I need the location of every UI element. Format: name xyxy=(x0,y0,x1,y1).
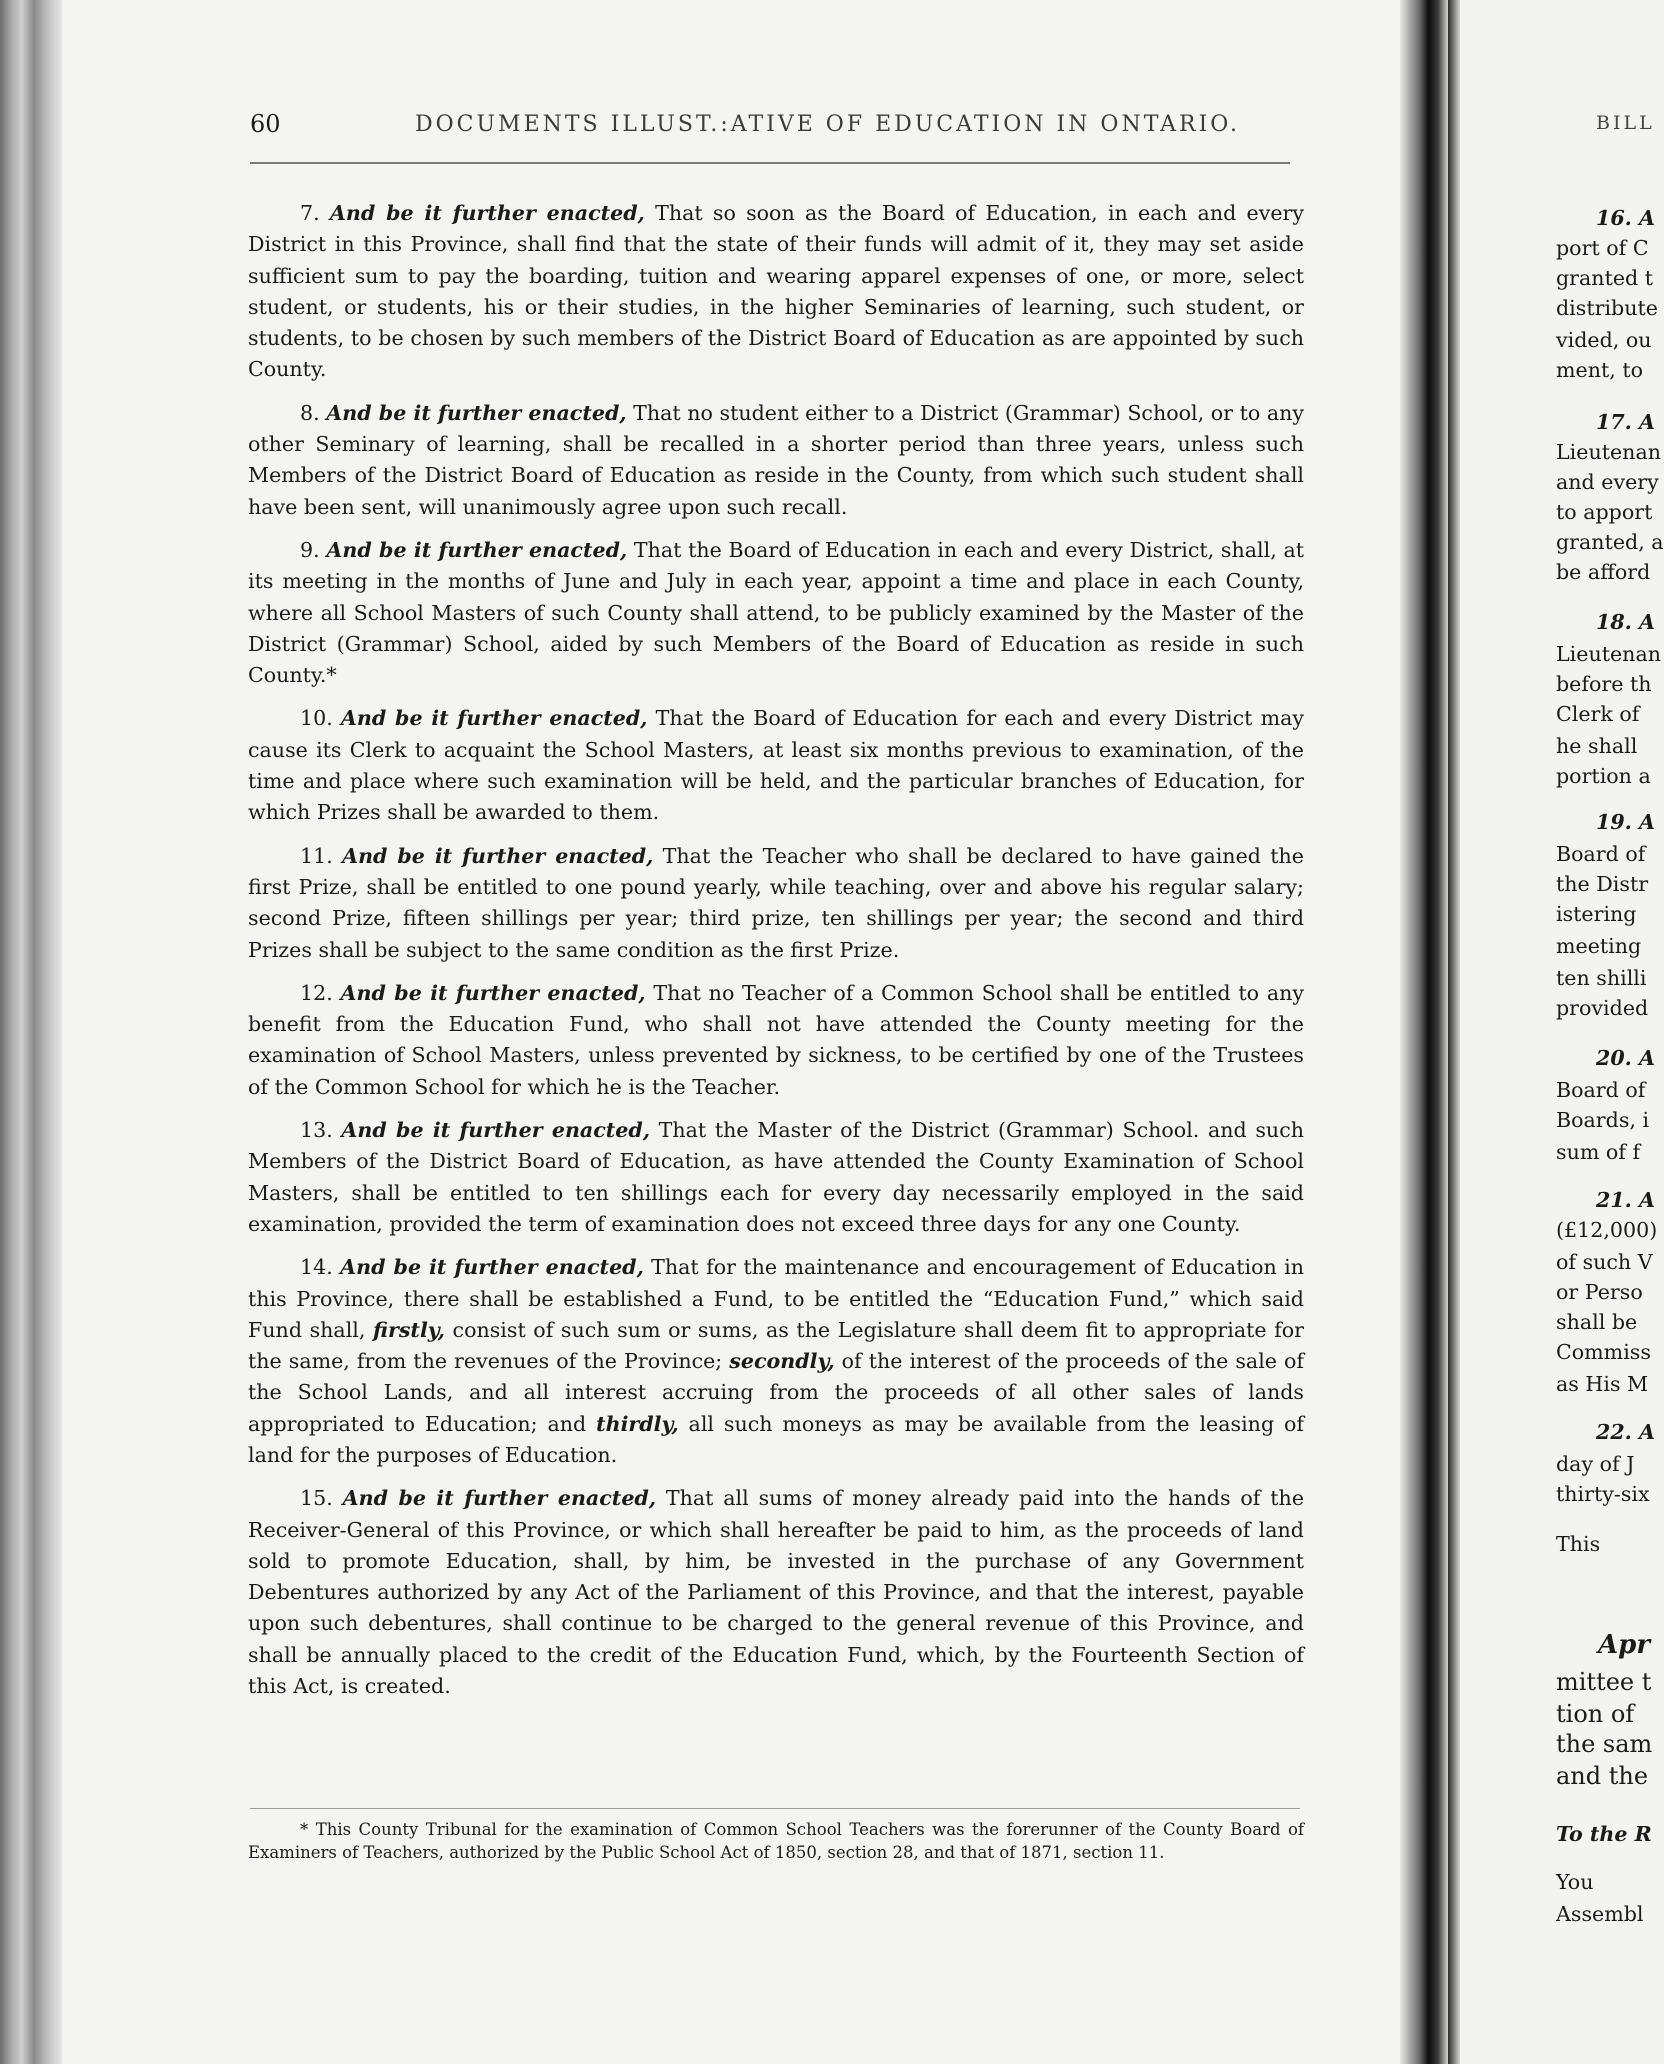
right-page-fragment: of such V xyxy=(1556,1250,1653,1274)
page-header xyxy=(250,110,1310,144)
right-page-fragment: and the xyxy=(1556,1762,1649,1790)
right-page-fragment: Commiss xyxy=(1556,1340,1651,1364)
right-page-fragment: 21. A xyxy=(1596,1188,1655,1212)
section-11: 11. And be it further enacted, That the Teacher who shall be declared to have gained the first Prize, shall be entitled to one pound yearly, while teaching, over and above his regular salary; second Prize, fifteen shillings per year; third prize, ten shillings per year; the second and third Prizes shall be subject to the same condition as the first Prize. xyxy=(248,843,1304,962)
right-page-fragment: 20. A xyxy=(1596,1046,1655,1070)
right-page-fragment: mittee t xyxy=(1556,1668,1652,1696)
book-binding-edge xyxy=(0,0,62,2064)
right-page-fragment: ment, to xyxy=(1556,358,1644,382)
header-rule xyxy=(250,162,1290,164)
right-page-fragment: or Perso xyxy=(1556,1280,1643,1304)
running-title: DOCUMENTS ILLUST.:ATIVE OF EDUCATION IN ONTARIO. xyxy=(415,112,1241,137)
right-page-edge xyxy=(1448,0,1460,2064)
footnote-rule xyxy=(250,1808,1300,1809)
section-9: 9. And be it further enacted, That the Board of Education in each and every District, shall, at its meeting in the months of June and July in each year, appoint a time and place in each County, where all School Masters of such County shall attend, to be publicly examined by the Master of the District (Grammar) School, aided by such Members of the Board of Education as reside in such County.* xyxy=(248,537,1305,688)
right-page-fragment: thirty-six xyxy=(1556,1482,1650,1506)
right-page-fragment: 16. A xyxy=(1596,206,1655,230)
right-page-fragment: Clerk of xyxy=(1556,702,1640,726)
right-page-fragment: portion a xyxy=(1556,764,1651,788)
right-page-fragment: port of C xyxy=(1556,236,1649,260)
right-page-fragment: before th xyxy=(1556,672,1652,696)
right-page-fragment: as His M xyxy=(1556,1372,1649,1396)
right-page-fragment: granted t xyxy=(1556,266,1654,290)
right-page-fragment: Boards, i xyxy=(1556,1108,1650,1132)
section-12: 12. And be it further enacted, That no Teacher of a Common School shall be entitled to any benefit from the Education Fund, who shall not have attended the County meeting for the examination of School Masters, unless prevented by sickness, to be certified by one of the Trustees of the Common School for which he is the Teacher. xyxy=(248,980,1304,1099)
right-page-fragment: 17. A xyxy=(1596,410,1655,434)
right-page-fragment: day of J xyxy=(1556,1452,1635,1476)
right-page-fragment: (£12,000) xyxy=(1556,1218,1658,1242)
right-page xyxy=(1448,0,1664,2064)
page-number: 60 xyxy=(250,110,281,138)
section-8: 8. And be it further enacted, That no student either to a District (Grammar) School, or to any other Seminary of learning, shall be recalled in a shorter period than three years, unless such Members of the District Board of Education as reside in the County, from which such student shall have been sent, will unanimously agree upon such recall. xyxy=(248,400,1305,519)
body-text xyxy=(248,198,1304,1714)
right-page-fragment: Apr xyxy=(1598,1630,1651,1660)
right-page-fragment: Board of xyxy=(1556,842,1646,866)
right-page-fragment: Assembl xyxy=(1556,1902,1644,1926)
right-page-fragment: istering xyxy=(1556,902,1637,926)
right-page-fragment: You xyxy=(1556,1870,1594,1894)
right-page-header: BILL xyxy=(1596,112,1655,134)
right-page-fragment: vided, ou xyxy=(1556,328,1652,352)
right-page-fragment: 18. A xyxy=(1596,610,1655,634)
right-page-fragment: and every xyxy=(1556,470,1659,494)
right-page-fragment: be afford xyxy=(1556,560,1651,584)
right-page-fragment: to apport xyxy=(1556,500,1653,524)
right-page-fragment: 22. A xyxy=(1596,1420,1655,1444)
book-gutter xyxy=(1400,0,1448,2064)
right-page-fragment: sum of f xyxy=(1556,1140,1641,1164)
right-page-fragment: Board of xyxy=(1556,1078,1646,1102)
section-10: 10. And be it further enacted, That the Board of Education for each and every District may cause its Clerk to acquaint the School Masters, at least six months previous to examination, of the time and place where such examination will be held, and the particular branches of Education, for which Prizes shall be awarded to them. xyxy=(248,706,1305,825)
right-page-fragment: ten shilli xyxy=(1556,966,1647,990)
section-15: 15. And be it further enacted, That all sums of money already paid into the hands of the Receiver-General of this Province, or which shall hereafter be paid to him, as the proceeds of land sold to promote Education, shall, by him, be invested in the purchase of any Government Debentures authorized by any Act of the Parliament of this Province, and that the interest, payable upon such debentures, shall continue to be charged to the general revenue of this Province, and shall be annually placed to the credit of the Education Fund, which, by the Fourteenth Section of this Act, is created. xyxy=(248,1486,1305,1699)
right-page-fragment: This xyxy=(1556,1532,1601,1556)
right-page-fragment: granted, a xyxy=(1556,530,1664,554)
right-page-fragment: Lieutenan xyxy=(1556,642,1661,666)
footnote: * This County Tribunal for the examination of Common School Teachers was the forerunner of the County Board of Examiners of Teachers, authorized by the Public School Act of 1850, section 28, and that of 1871, section 11. xyxy=(248,1820,1304,1862)
right-page-fragment: the Distr xyxy=(1556,872,1649,896)
right-page-fragment: Lieutenan xyxy=(1556,440,1661,464)
right-page-fragment: To the R xyxy=(1556,1822,1652,1846)
right-page-fragment: 19. A xyxy=(1596,810,1655,834)
right-page-fragment: he shall xyxy=(1556,734,1638,758)
right-page-fragment: provided xyxy=(1556,996,1649,1020)
right-page-fragment: distribute xyxy=(1556,296,1658,320)
right-page-fragment: the sam xyxy=(1556,1730,1653,1758)
section-13: 13. And be it further enacted, That the Master of the District (Grammar) School. and such Members of the District Board of Education, as have attended the County Examination of School Masters, shall be entitled to ten shillings each for every day necessarily employed in the said examination, provided the term of examination does not exceed three days for any one County. xyxy=(248,1118,1304,1236)
right-page-fragment: tion of xyxy=(1556,1700,1635,1728)
right-page-fragment: shall be xyxy=(1556,1310,1638,1334)
section-7: 7. And be it further enacted, That so soon as the Board of Education, in each and every District in this Province, shall find that the state of their funds will admit of it, they may set aside sufficient sum to pay the boarding, tuition and wearing apparel expenses of one, or more, select student, or students, his or their studies, in the higher Seminaries of learning, such student, or students, to be chosen by such members of the District Board of Education as are appointed by such County. xyxy=(248,201,1305,382)
section-14: 14. And be it further enacted, That for the maintenance and encouragement of Education in this Province, there shall be established a Fund, to be entitled the “Education Fund,” which said Fund shall, firstly, consist of such sum or sums, as the Legislature shall deem fit to appropriate for the same, from the revenues of the Province; secondly, of the interest of the proceeds of the sale of the School Lands, and all interest accruing from the proceeds of all other sales of lands appropriated to Education; and thirdly, all such moneys as may be available from the leasing of land for the purposes of Education. xyxy=(248,1255,1305,1467)
right-page-fragment: meeting xyxy=(1556,934,1642,958)
